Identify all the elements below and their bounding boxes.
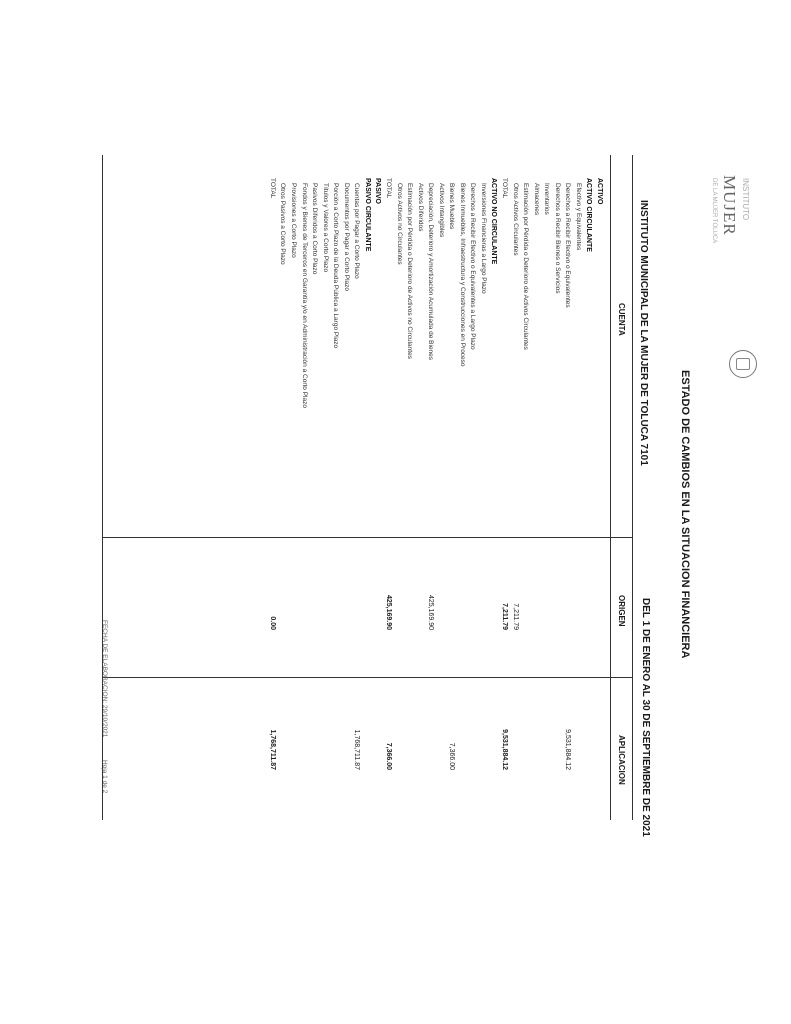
aplicacion-value: 9,531,884.12 (501, 729, 509, 770)
account-label: Inventarios (543, 183, 551, 215)
table-header-border (610, 155, 611, 820)
aplicacion-value: 7,366.00 (448, 742, 456, 770)
section-heading: ACTIVO (596, 178, 603, 205)
origen-value: 0.00 (268, 616, 276, 630)
seal-icon (729, 350, 757, 378)
account-label: Porción a Corto Plazo de la Deuda Pública a Largo Plazo (332, 183, 340, 349)
institute-name: INSTITUTO MUNICIPAL DE LA MUJER DE TOLUCA 7101 (638, 200, 649, 466)
account-label: Depreciación, Deterioro y Amortización Acumulada de Bienes (427, 183, 435, 361)
report-period: DEL 1 DE ENERO AL 30 DE SEPTIEMBRE DE 2021 (640, 598, 651, 837)
account-label: Derechos a Recibir Bienes o Servicios (553, 183, 561, 294)
account-label: Cuentas por Pagar a Corto Plazo (353, 183, 361, 279)
logo-bottom-text: DE LA MUJER TOLUCA (711, 178, 717, 244)
account-label: Documentos por Pagar a Corto Plazo (342, 183, 350, 292)
table-top-border (632, 155, 633, 820)
total-row-label: TOTAL (268, 178, 276, 199)
aplicacion-value: 7,366.00 (385, 742, 392, 770)
account-label: Otros Pasivos a Corto Plazo (279, 183, 287, 265)
account-label: Activos Diferidos (416, 183, 424, 232)
account-label: Inversiones Financieras a Largo Plazo (479, 183, 487, 294)
elaboration-date: FECHA DE ELABORACION: 29/10/2021 (101, 620, 108, 738)
section-heading: ACTIVO CIRCULANTE (585, 178, 593, 252)
origen-value: 7,211.79 (511, 603, 519, 630)
account-label: Provisiones a Corto Plazo (290, 183, 298, 258)
column-header-origen: ORIGEN (617, 595, 626, 627)
aplicacion-value: 1,768,711.87 (353, 729, 361, 770)
total-row-label: TOTAL (385, 178, 392, 199)
account-label: Otros Activos no Circulantes (395, 183, 403, 265)
account-label: Estimación por Pérdida o Deterioro de Activos Circulantes (522, 183, 530, 350)
account-label: Bienes Inmuebles, Infraestructura y Construcciones en Proceso (458, 183, 466, 367)
account-label: Bienes Muebles (448, 183, 456, 230)
total-row-label: TOTAL (501, 178, 509, 199)
account-label: Derechos a Recibir Efectivo o Equivalentes (564, 183, 572, 308)
account-label: Otros Activos Circulantes (511, 183, 519, 256)
account-label: Activos Intangibles (437, 183, 445, 238)
logo-top-text: INSTITUTO (741, 178, 750, 221)
account-label: Pasivos Diferidos a Corto Plazo (311, 183, 319, 275)
account-label: Títulos y Valores a Corto Plazo (321, 183, 329, 273)
logo-text: MUJER (720, 175, 739, 236)
origen-value: 7,211.79 (501, 603, 509, 630)
origen-value: 425,169.90 (385, 594, 392, 630)
account-label: Fondos y Bienes de Terceros en Garantía y/o en Administración a Corto Plazo (300, 183, 308, 408)
page-number: Hoja 1 de 2 (101, 760, 108, 794)
account-label: Derechos a Recibir Efectivo o Equivalentes a Largo Plazo (469, 183, 477, 350)
account-label: Efectivo y Equivalentes (574, 183, 582, 251)
account-label: Estimación por Pérdida o Deterioro de Activos no Circulantes (406, 183, 414, 359)
account-label: Almacenes (532, 183, 540, 216)
column-header-aplicacion: APLICACION (617, 735, 626, 785)
origen-value: 425,169.90 (427, 594, 435, 630)
section-heading: ACTIVO NO CIRCULANTE (490, 178, 498, 265)
column-divider-origen (103, 537, 633, 538)
section-heading: PASIVO (374, 178, 382, 204)
aplicacion-value: 9,531,884.12 (564, 729, 572, 770)
column-header-cuenta: CUENTA (617, 303, 626, 336)
aplicacion-value: 1,768,711.87 (268, 729, 276, 770)
report-title: ESTADO DE CAMBIOS EN LA SITUACION FINANCIERA (679, 370, 691, 659)
section-heading: PASIVO CIRCULANTE (363, 178, 371, 252)
column-divider-aplicacion (103, 677, 633, 678)
